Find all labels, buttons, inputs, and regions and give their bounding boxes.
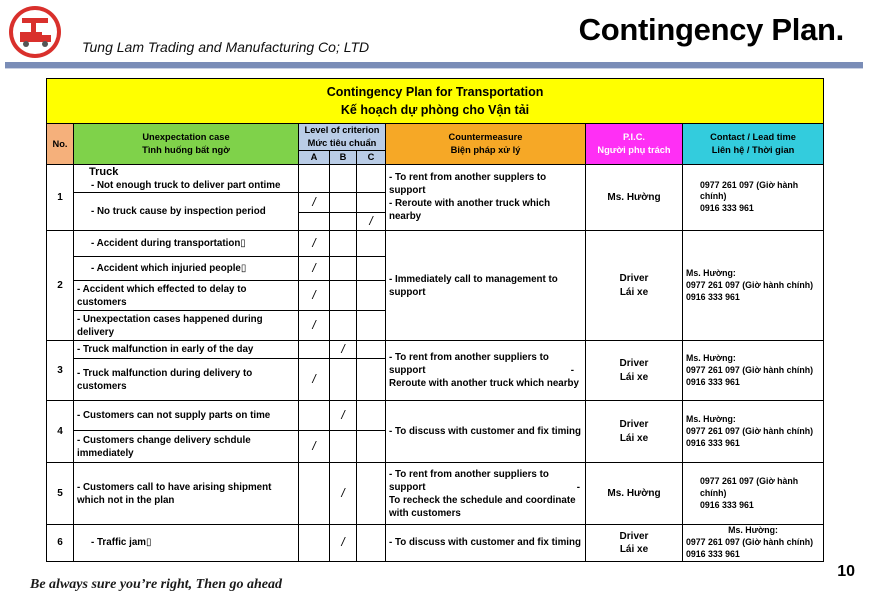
- level-c-cell: [357, 164, 386, 193]
- case-cell: [74, 463, 299, 525]
- level-a-mark: /: [299, 431, 330, 463]
- table-row: [47, 401, 824, 431]
- case-cell: [74, 257, 299, 281]
- level-b-cell: [330, 231, 357, 257]
- level-b-cell: [330, 359, 357, 401]
- case-text: - Accident during transportation▯: [91, 238, 246, 250]
- countermeasure-cell: [386, 525, 586, 562]
- header-row: [47, 124, 824, 151]
- level-a-mark: /: [299, 193, 330, 213]
- level-a-mark: /: [299, 231, 330, 257]
- case-cell: [74, 281, 299, 311]
- header-level-a: A: [299, 151, 330, 165]
- case-text: - Customers call to have arising shipment which not in the plan: [77, 481, 272, 506]
- contact-cell: [683, 341, 824, 401]
- case-text: - Accident which injuried people▯: [91, 263, 247, 275]
- level-a-mark: /: [299, 281, 330, 311]
- footer-motto: Be always sure you’re right, Then go ahead: [30, 577, 283, 592]
- header-case: [74, 124, 299, 165]
- level-b-cell: [330, 257, 357, 281]
- header-pic-en: P.I.C.: [622, 132, 646, 143]
- contact-phone: 0977 261 097 (Giờ hành chính): [700, 475, 799, 498]
- pic-name: Driver: [619, 530, 649, 542]
- header-contact: [683, 124, 824, 165]
- case-text: - Customers can not supply parts on time: [77, 410, 271, 422]
- header-contact-en: Contact / Lead time: [710, 132, 796, 143]
- header-pic: [586, 124, 683, 165]
- case-cell: [74, 431, 299, 463]
- case-cell: [74, 401, 299, 431]
- header-pic-vi: Người phụ trách: [597, 144, 671, 155]
- level-b-cell: [330, 281, 357, 311]
- level-b-mark: /: [330, 463, 357, 525]
- company-name: Tung Lam Trading and Manufacturing Co; LTD: [82, 39, 370, 55]
- countermeasure-cell: [386, 463, 586, 525]
- countermeasure-text: - To rent from another supplers to support: [389, 172, 547, 197]
- pic-name: Driver: [619, 273, 649, 285]
- countermeasure-cell: [386, 231, 586, 341]
- level-a-cell: [299, 525, 330, 562]
- case-text: - Truck malfunction during delivery to customers: [77, 367, 253, 392]
- level-a-cell: [299, 463, 330, 525]
- slide-title: Contingency Plan.: [578, 12, 844, 47]
- level-a-cell: [299, 401, 330, 431]
- row-number: 5: [47, 463, 74, 525]
- countermeasure-dash: -: [570, 365, 574, 377]
- level-c-cell: [357, 525, 386, 562]
- contact-cell: [683, 525, 824, 562]
- case-text: - Traffic jam▯: [91, 537, 152, 549]
- header-divider-thin: [5, 68, 863, 69]
- case-text: - Customers change delivery schdule immediately: [77, 434, 251, 459]
- row-number: 4: [47, 401, 74, 463]
- header-criterion-vi: Mức tiêu chuẩn: [307, 138, 377, 148]
- pic-name-vi: Lái xe: [619, 432, 649, 444]
- level-a-cell: [299, 341, 330, 359]
- header-countermeasure: [386, 124, 586, 165]
- header-criterion-en: Level of criterion: [304, 125, 380, 136]
- countermeasure-text: - Immediately call to management to support: [389, 273, 558, 298]
- level-b-cell: [330, 164, 357, 193]
- header-case-en: Unexpectation case: [142, 132, 230, 143]
- row-number: 3: [47, 341, 74, 401]
- level-a-mark: /: [299, 257, 330, 281]
- table-title-vi: Kế hoạch dự phòng cho Vận tải: [340, 103, 530, 117]
- contact-cell: [683, 401, 824, 463]
- level-c-cell: [357, 231, 386, 257]
- level-c-cell: [357, 311, 386, 341]
- level-c-cell: [357, 257, 386, 281]
- case-text: - Unexpectation cases happened during delivery: [77, 313, 263, 338]
- contact-phone: 0977 261 097 (Giờ hành chính): [686, 537, 814, 548]
- contact-person: Ms. Hường:: [686, 352, 736, 363]
- level-b-cell: [330, 311, 357, 341]
- contact-phone: 0916 333 961: [686, 437, 740, 448]
- header-countermeasure-en: Countermeasure: [448, 132, 523, 143]
- level-c-mark: /: [357, 213, 386, 231]
- level-a-cell: [299, 164, 330, 193]
- level-c-cell: [357, 281, 386, 311]
- table-row: [47, 463, 824, 525]
- company-logo: [7, 4, 67, 60]
- case-text: - Truck malfunction in early of the day: [77, 344, 254, 356]
- header-contact-vi: Liên hệ / Thời gian: [711, 144, 795, 155]
- table-title-row: [47, 79, 824, 124]
- countermeasure-dash: -: [576, 481, 580, 493]
- case-text: - Not enough truck to deliver part ontime: [91, 180, 281, 192]
- contingency-plan-table: [46, 78, 824, 562]
- pic-cell: [586, 231, 683, 341]
- case-cell: [74, 525, 299, 562]
- contact-phone: 0977 261 097 (Giờ hành chính): [686, 279, 814, 290]
- table-row: [47, 164, 824, 193]
- countermeasure-text: - To rent from another suppliers to support: [389, 468, 549, 493]
- header-criterion: [299, 124, 386, 151]
- contact-phone: 0916 333 961: [686, 291, 740, 302]
- case-heading: Truck: [89, 165, 119, 178]
- contact-cell: [683, 463, 824, 525]
- countermeasure-text: - To discuss with customer and fix timing: [389, 537, 581, 549]
- case-cell: [74, 231, 299, 257]
- table-row: [47, 231, 824, 257]
- level-a-mark: /: [299, 311, 330, 341]
- table-title-en: Contingency Plan for Transportation: [326, 84, 544, 99]
- contact-phone: 0916 333 961: [686, 376, 740, 387]
- case-cell: [74, 193, 299, 231]
- header-no: No.: [47, 124, 74, 165]
- contact-cell: [683, 164, 824, 231]
- countermeasure-text: To recheck the schedule and coordinate with customers: [389, 494, 576, 519]
- table-row: [47, 341, 824, 359]
- contact-cell: [683, 231, 824, 341]
- contact-person: Ms. Hường:: [686, 413, 736, 424]
- level-c-cell: [357, 401, 386, 431]
- row-number: 2: [47, 231, 74, 341]
- pic-cell: [586, 341, 683, 401]
- contact-phone: 0977 261 097 (Giờ hành chính): [686, 364, 814, 375]
- pic-name-vi: Lái xe: [619, 544, 649, 555]
- level-b-cell: [330, 193, 357, 213]
- case-cell: [74, 341, 299, 359]
- row-number: 1: [47, 164, 74, 231]
- case-cell: [74, 359, 299, 401]
- level-a-mark: /: [299, 359, 330, 401]
- header-level-c: C: [357, 151, 386, 165]
- level-c-cell: [357, 431, 386, 463]
- countermeasure-text: Reroute with another truck which nearby: [389, 378, 579, 390]
- countermeasure-text: - Reroute with another truck which nearby: [389, 198, 551, 223]
- pic-name: Driver: [619, 358, 649, 370]
- countermeasure-cell: [386, 341, 586, 401]
- header-case-vi: Tình huống bất ngờ: [142, 144, 230, 155]
- contact-phone: 0977 261 097 (Giờ hành chính): [700, 179, 799, 202]
- page-number: 10: [837, 563, 855, 580]
- contact-phone: 0916 333 961: [700, 499, 754, 510]
- contact-phone: 0916 333 961: [686, 548, 740, 559]
- level-b-mark: /: [330, 401, 357, 431]
- case-text: - No truck cause by inspection period: [91, 206, 266, 218]
- row-number: 6: [47, 525, 74, 562]
- pic-cell: Ms. Hường: [586, 164, 683, 231]
- case-text: - Accident which effected to delay to customers: [77, 283, 247, 308]
- table-row: [47, 525, 824, 562]
- level-c-cell: [357, 359, 386, 401]
- contact-phone: 0916 333 961: [700, 203, 754, 214]
- level-b-mark: /: [330, 341, 357, 359]
- pic-name: Driver: [619, 419, 649, 431]
- header-level-b: B: [330, 151, 357, 165]
- contact-person: Ms. Hường:: [728, 525, 778, 536]
- level-b-cell: [330, 213, 357, 231]
- countermeasure-cell: [386, 164, 586, 231]
- pic-cell: Ms. Hường: [586, 463, 683, 525]
- table-title-cell: [47, 79, 824, 124]
- level-c-cell: [357, 463, 386, 525]
- pic-name-vi: Lái xe: [619, 286, 649, 298]
- level-b-cell: [330, 431, 357, 463]
- header-countermeasure-vi: Biện pháp xử lý: [450, 144, 521, 155]
- contact-phone: 0977 261 097 (Giờ hành chính): [686, 425, 814, 436]
- level-a-cell: [299, 213, 330, 231]
- countermeasure-text: - To rent from another suppliers to support: [389, 352, 549, 377]
- countermeasure-cell: [386, 401, 586, 463]
- contact-person: Ms. Hường:: [686, 267, 736, 278]
- case-cell: [74, 164, 299, 193]
- countermeasure-text: - To discuss with customer and fix timing: [389, 426, 581, 438]
- pic-cell: [586, 525, 683, 562]
- level-c-cell: [357, 193, 386, 213]
- pic-cell: [586, 401, 683, 463]
- level-b-mark: /: [330, 525, 357, 562]
- case-cell: [74, 311, 299, 341]
- level-c-cell: [357, 341, 386, 359]
- pic-name-vi: Lái xe: [619, 371, 649, 383]
